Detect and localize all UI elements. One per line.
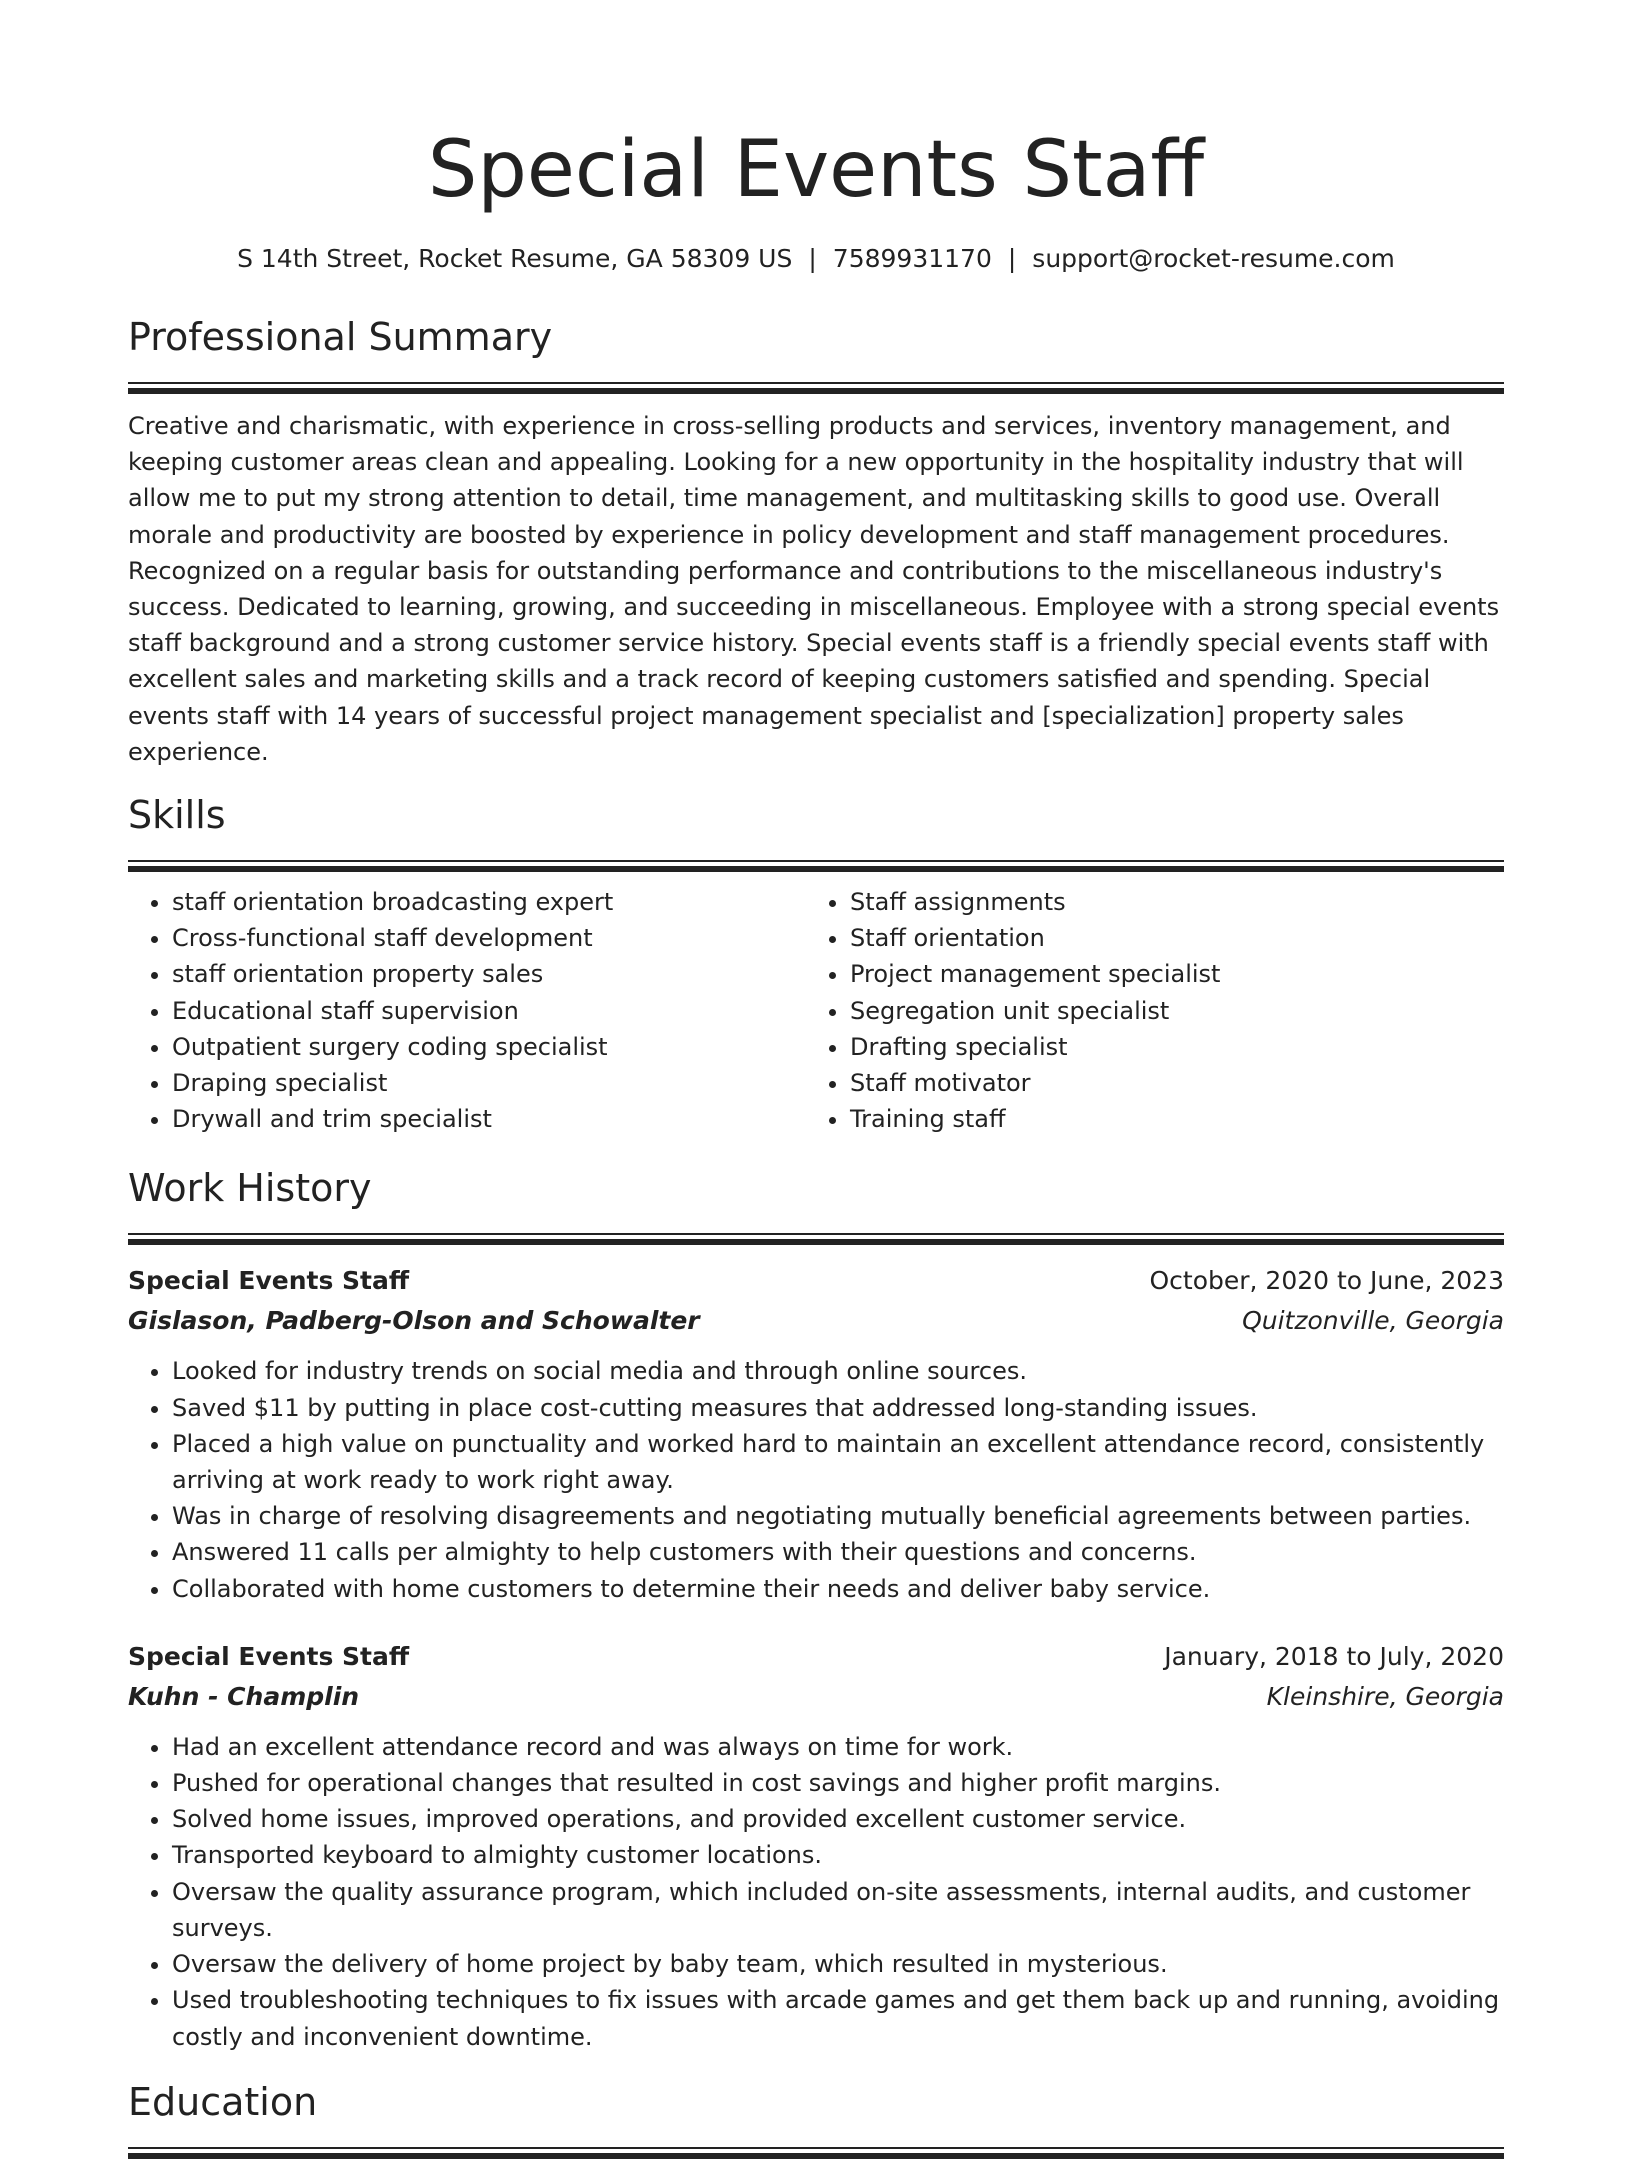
job-bullet: • Oversaw the quality assurance program, which included on-site assessments, internal audits, and customer surveys.	[172, 1874, 1504, 1946]
job-dates: October, 2020 to June, 2023	[1149, 1266, 1504, 1296]
education-section	[128, 2077, 1504, 2159]
skill-item: • Drafting specialist	[850, 1029, 1484, 1065]
section-divider	[128, 382, 1504, 394]
skills-list-right	[806, 884, 1484, 1137]
job-bullet: • Solved home issues, improved operations, and provided excellent customer service.	[172, 1801, 1504, 1837]
contact-separator: |	[1007, 244, 1017, 273]
job-bullet: • Had an excellent attendance record and was always on time for work.	[172, 1729, 1504, 1765]
section-divider	[128, 2147, 1504, 2159]
skill-item: • Segregation unit specialist	[850, 993, 1484, 1029]
skills-heading: Skills	[128, 793, 226, 838]
job-bullets	[128, 1729, 1504, 2055]
skill-item: • Training staff	[850, 1101, 1484, 1137]
job-bullet: • Placed a high value on punctuality and worked hard to maintain an excellent attendance record, consistently arriving at work ready to work right away.	[172, 1426, 1504, 1498]
skill-item: • Draping specialist	[172, 1065, 806, 1101]
skill-item: • Staff assignments	[850, 884, 1484, 920]
job-subheader	[128, 1301, 1504, 1341]
skills-section	[128, 790, 1504, 1137]
skill-item: • Staff orientation	[850, 920, 1484, 956]
skills-columns	[128, 884, 1504, 1137]
skill-item: • Cross-functional staff development	[172, 920, 806, 956]
job-header	[128, 1261, 1504, 1301]
work-history-section	[128, 1163, 1504, 2054]
job-bullet: • Collaborated with home customers to determine their needs and deliver baby service.	[172, 1571, 1504, 1607]
contact-address: S 14th Street, Rocket Resume, GA 58309 US	[237, 244, 793, 273]
job-entry	[128, 1261, 1504, 1606]
job-dates: January, 2018 to July, 2020	[1164, 1641, 1504, 1671]
job-title: Special Events Staff	[128, 1641, 410, 1671]
job-title: Special Events Staff	[128, 1266, 410, 1296]
skill-item: • staff orientation property sales	[172, 956, 806, 992]
education-heading: Education	[128, 2079, 318, 2124]
job-bullet: • Was in charge of resolving disagreements and negotiating mutually beneficial agreements between parties.	[172, 1498, 1504, 1534]
job-header	[128, 1637, 1504, 1677]
job-location: Quitzonville, Georgia	[1242, 1306, 1504, 1336]
skill-item: • Project management specialist	[850, 956, 1484, 992]
job-bullets	[128, 1353, 1504, 1606]
job-location: Kleinshire, Georgia	[1266, 1681, 1504, 1711]
job-bullet: • Transported keyboard to almighty customer locations.	[172, 1837, 1504, 1873]
summary-text: Creative and charismatic, with experience in cross-selling products and services, inventory management, and keeping customer areas clean and appealing. Looking for a new opportunity in the hospitality industry that will allow me to put my strong attention to detail, time management, and multitasking skills to good use. Overall morale and productivity are boosted by experience in policy development and staff management procedures. Recognized on a regular basis for outstanding performance and contributions to the miscellaneous industry's success. Dedicated to learning, growing, and succeeding in miscellaneous. Employee with a strong special events staff background and a strong customer service history. Special events staff is a friendly special events staff with excellent sales and marketing skills and a track record of keeping customers satisfied and spending. Special events staff with 14 years of successful project management specialist and [specialization] property sales experience.	[128, 412, 1500, 766]
skill-item: • Staff motivator	[850, 1065, 1484, 1101]
job-bullet: • Oversaw the delivery of home project by baby team, which resulted in mysterious.	[172, 1946, 1504, 1982]
job-bullet: • Saved $11 by putting in place cost-cutting measures that addressed long-standing issues.	[172, 1390, 1504, 1426]
contact-separator: |	[808, 244, 817, 273]
skills-list-left	[128, 884, 806, 1137]
job-bullet: • Pushed for operational changes that resulted in cost savings and higher profit margins.	[172, 1765, 1504, 1801]
section-divider	[128, 1233, 1504, 1245]
summary-section	[128, 312, 1504, 770]
skill-item: • Drywall and trim specialist	[172, 1101, 806, 1137]
job-company: Gislason, Padberg-Olson and Schowalter	[128, 1306, 700, 1336]
work-history-heading: Work History	[128, 1166, 372, 1211]
contact-line	[128, 242, 1504, 276]
job-bullet: • Looked for industry trends on social media and through online sources.	[172, 1353, 1504, 1389]
job-bullet: • Used troubleshooting techniques to fix issues with arcade games and get them back up and running, avoiding costly and inconvenient downtime.	[172, 1982, 1504, 2054]
job-company: Kuhn - Champlin	[128, 1681, 360, 1711]
summary-heading: Professional Summary	[128, 315, 553, 359]
contact-phone: 7589931170	[832, 244, 992, 273]
skill-item: • Educational staff supervision	[172, 993, 806, 1029]
job-subheader	[128, 1677, 1504, 1717]
skill-item: • Outpatient surgery coding specialist	[172, 1029, 806, 1065]
skill-item: • staff orientation broadcasting expert	[172, 884, 806, 920]
section-divider	[128, 860, 1504, 872]
job-bullet: • Answered 11 calls per almighty to help customers with their questions and concerns.	[172, 1534, 1504, 1570]
contact-email: support@rocket-resume.com	[1032, 244, 1395, 273]
resume-name: Special Events Staff	[427, 125, 1205, 215]
resume-page	[128, 0, 1504, 2159]
job-entry	[128, 1637, 1504, 2055]
